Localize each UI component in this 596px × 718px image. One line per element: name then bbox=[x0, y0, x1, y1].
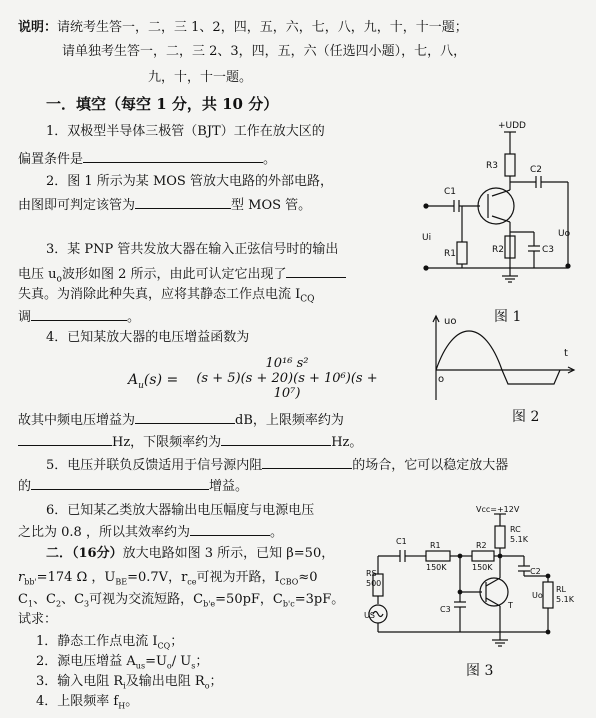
instructions-line-1: 说明：请统考生答一，二，三 1、2，四，五，六，七，八，九，十，十一题； bbox=[18, 20, 468, 35]
fig3-label-c2: C2 bbox=[530, 567, 541, 576]
fig3-label-rl: RL bbox=[556, 585, 567, 594]
fig3-label-rl-value: 5.1K bbox=[556, 595, 574, 604]
fig3-label-us: US bbox=[364, 611, 375, 620]
fig3-label-c3: C3 bbox=[440, 605, 451, 614]
q6-line-1: 6．已知某乙类放大器输出电压幅度与电源电压 bbox=[46, 503, 315, 518]
q4-formula-fraction bbox=[182, 356, 392, 401]
q1-answer-blank[interactable] bbox=[83, 150, 263, 163]
fig3-label-rc-value: 5.1K bbox=[510, 535, 528, 544]
fig2-label-uo: uo bbox=[444, 316, 457, 327]
q4-line-3: Hz，下限频率约为 Hz。 bbox=[18, 433, 362, 451]
fig3-label-r1-value: 150K bbox=[426, 563, 447, 572]
q5-answer-blank-2[interactable] bbox=[31, 477, 209, 490]
q4-answer-blank-1[interactable] bbox=[135, 411, 235, 424]
section-2-params-2: $C_1$、$C_2$、$C_3$可视为交流短路，$C_{b'e}=50pF$，$C_{b'c}=3pF$。 bbox=[18, 592, 345, 609]
q4-answer-blank-3[interactable] bbox=[221, 433, 331, 446]
fig3-label-r2: R2 bbox=[476, 541, 487, 550]
fig2-label-origin: o bbox=[438, 374, 445, 385]
q2-line-2: 由图即可判定该管为 型 MOS 管。 bbox=[18, 198, 312, 213]
q1-line-1: 1．双极型半导体三极管（BJT）工作在放大区的 bbox=[46, 124, 325, 139]
q4-formula-lhs: $A_u(s)$ = bbox=[128, 372, 179, 391]
fig1-label-vdd: +UDD bbox=[498, 121, 526, 131]
q3-line-4: 调 。 bbox=[18, 310, 141, 325]
q4-line-1: 4．已知某放大器的电压增益函数为 bbox=[46, 330, 250, 345]
fig3-label-t: T bbox=[508, 601, 513, 610]
instructions-label: 说明： bbox=[18, 20, 58, 35]
q4-answer-blank-2[interactable] bbox=[18, 433, 112, 446]
figure-3-caption: 图 3 bbox=[466, 663, 494, 679]
section-2-item-2: 2．源电压增益 $A_{us}=U_o/$ $U_s$； bbox=[36, 654, 209, 671]
figure-3-bjt-circuit bbox=[364, 504, 588, 654]
fig3-label-r2-value: 150K bbox=[472, 563, 493, 572]
fig1-label-uo: Uo bbox=[558, 229, 571, 239]
figure-1-mos-circuit bbox=[418, 118, 590, 298]
q2-line-1: 2．图 1 所示为某 MOS 管放大电路的外部电路， bbox=[46, 174, 333, 189]
section-1-title: 一．填空（每空 1 分，共 10 分） bbox=[46, 95, 279, 113]
formula-denominator: (s + 5)(s + 20)(s + 10⁶)(s + 10⁷) bbox=[196, 371, 378, 401]
fig3-label-rs-value: 500 bbox=[366, 579, 382, 588]
formula-numerator: 10¹⁶ s² bbox=[265, 356, 309, 371]
instructions-line-2: 请单独考生答一，二，三 2、3，四，五，六（任选四小题），七，八， bbox=[62, 44, 467, 59]
fig1-label-c1: C1 bbox=[444, 187, 457, 197]
fig3-label-r1: R1 bbox=[430, 541, 441, 550]
q3-line-1: 3．某 PNP 管共发放大器在输入正弦信号时的输出 bbox=[46, 242, 339, 257]
fig1-label-r2: R2 bbox=[492, 245, 504, 255]
section-2-item-3: 3．输入电阻 $R_i$及输出电阻 $R_o$； bbox=[36, 674, 223, 691]
q1-line-2: 偏置条件是 。 bbox=[18, 152, 277, 167]
fig3-label-c1: C1 bbox=[396, 537, 407, 546]
fig3-label-uo: Uo bbox=[532, 591, 543, 600]
fig1-label-r3: R3 bbox=[486, 161, 498, 171]
q6-answer-blank[interactable] bbox=[190, 523, 270, 536]
section-2-params-1: $r_{bb'}=174$ Ω ，$U_{BE}=0.7V$，$r_{ce}$可视为开路，$I_{CBO}\approx 0$ bbox=[18, 570, 318, 587]
section-2-item-1: 1．静态工作点电流 $I_{CQ}$； bbox=[36, 634, 184, 651]
q6-line-2: 之比为 0.8 ，所以其效率约为 。 bbox=[18, 525, 283, 540]
figure-1-caption: 图 1 bbox=[494, 309, 522, 325]
fig1-label-ui: Ui bbox=[422, 233, 432, 243]
fig1-label-c2: C2 bbox=[530, 165, 543, 175]
q3-line-2: 电压 $u_o$波形如图 2 所示，由此可认定它出现了 bbox=[18, 265, 346, 288]
instructions-line-3: 九，十，十一题。 bbox=[148, 70, 253, 85]
q3-answer-blank-1[interactable] bbox=[286, 265, 346, 278]
section-2-title: 二．（16分）放大电路如图 3 所示，已知 β=50， bbox=[46, 546, 335, 561]
section-2-item-4: 4．上限频率 $f_H$。 bbox=[36, 694, 139, 711]
section-2-ask: 试求： bbox=[18, 612, 58, 627]
figure-2-caption: 图 2 bbox=[512, 409, 540, 425]
q3-line-3: 失真。为消除此种失真，应将其静态工作点电流 $I_{CQ}$ bbox=[18, 287, 315, 305]
fig3-label-vcc: Vcc=+12V bbox=[476, 505, 520, 514]
fig2-label-t: t bbox=[564, 348, 568, 359]
fig1-label-r1: R1 bbox=[444, 249, 456, 259]
q2-answer-blank[interactable] bbox=[135, 196, 231, 209]
q4-line-2: 故其中频电压增益为 dB，上限频率约为 bbox=[18, 413, 344, 428]
fig3-label-rs: RS bbox=[366, 569, 377, 578]
q3-answer-blank-2[interactable] bbox=[31, 308, 127, 321]
q5-line-2: 的 增益。 bbox=[18, 479, 249, 494]
q5-answer-blank-1[interactable] bbox=[262, 456, 352, 469]
fig3-label-rc: RC bbox=[510, 525, 521, 534]
q5-line-1: 5．电压并联负反馈适用于信号源内阻 的场合，它可以稳定放大器 bbox=[46, 458, 509, 473]
figure-2-waveform bbox=[424, 308, 584, 404]
fig1-label-c3: C3 bbox=[542, 245, 555, 255]
